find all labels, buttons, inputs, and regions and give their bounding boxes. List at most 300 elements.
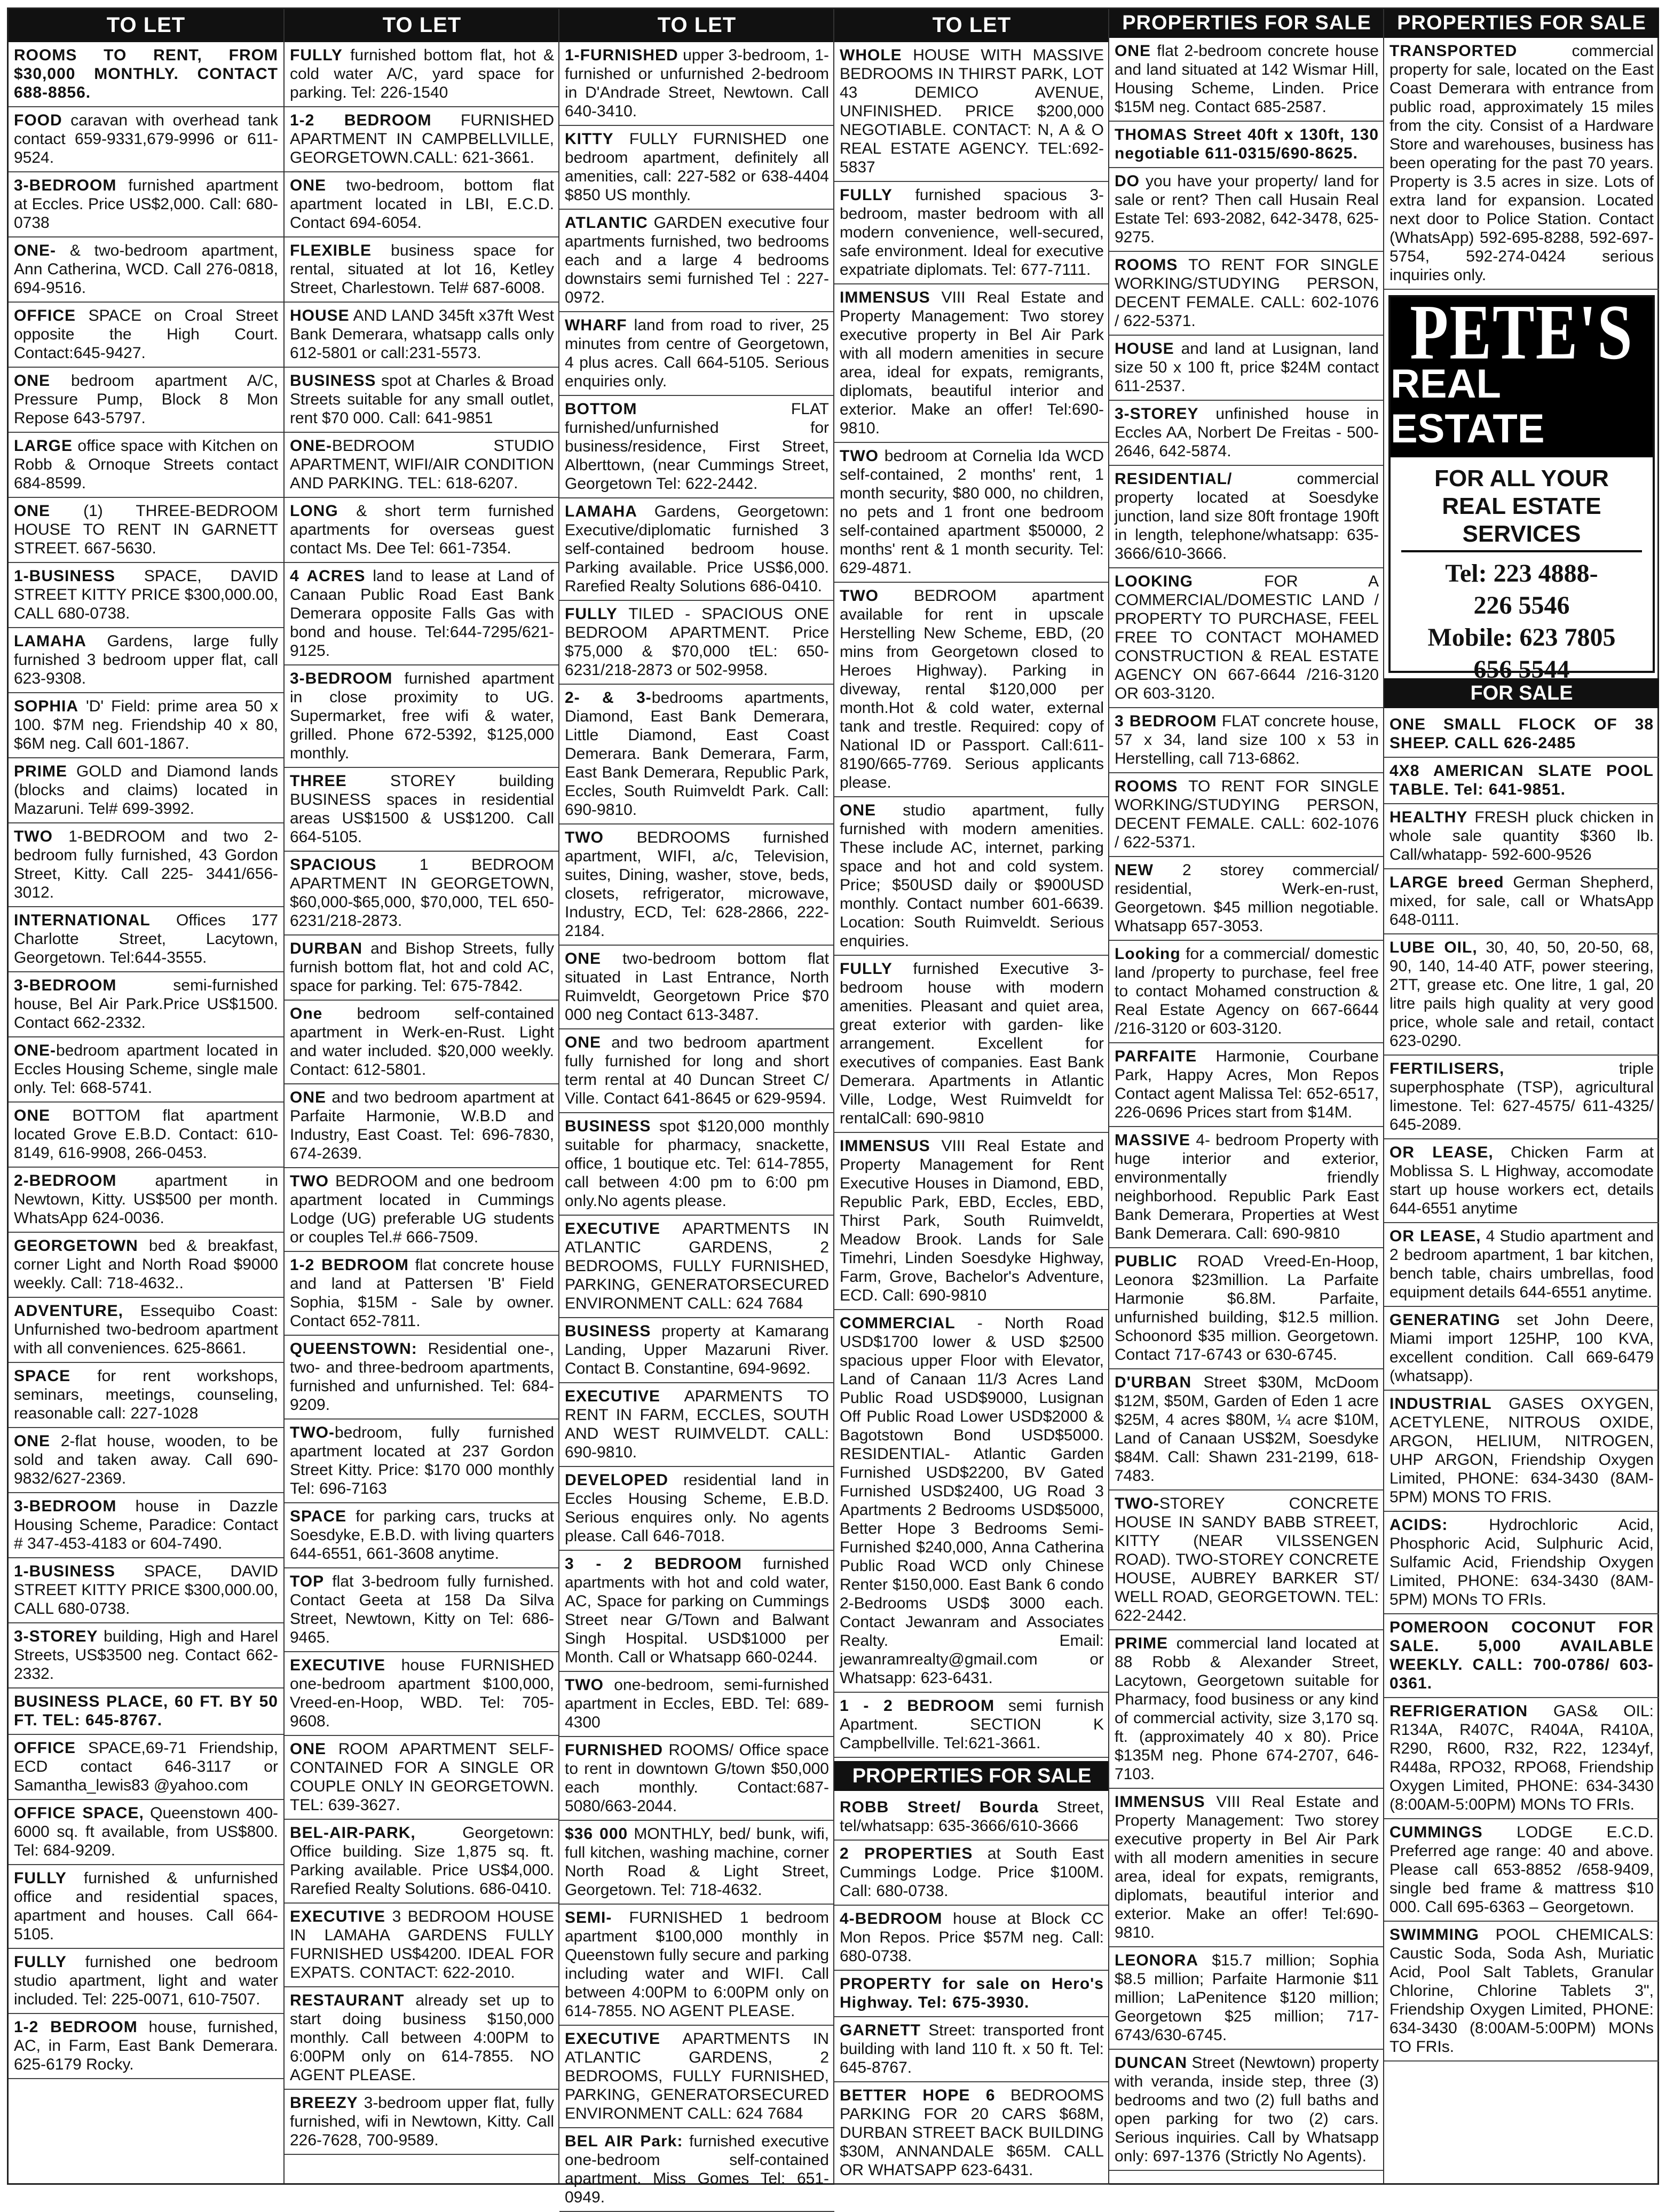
ad-lead: One — [290, 1005, 323, 1022]
ad-text: and two bedroom apartment fully furnished for long and short term rental at 40 Duncan Street C/ Ville. Contact 641-8645 or 629-9594. — [565, 1034, 829, 1107]
ad-text: APARTMENTS IN ATLANTIC GARDENS, 2 BEDROOMS, FULLY FURNISHED, PARKING, GENERATORSECURED ENVIRONMENT CALL: 624 7684 — [565, 2030, 829, 2122]
ad-text: business space for rental, situated at lot 16, Ketley Street, Charlestown. Tel# 687-6008. — [290, 242, 554, 297]
ad-text: set John Deere, Miami import 125HP, 100 KVA, excellent condition. Call 669-6479 (whatsapp). — [1389, 1311, 1654, 1385]
classified-ad — [285, 1568, 559, 1652]
ad-lead: FULLY — [565, 605, 618, 623]
classified-ad — [285, 563, 559, 665]
ad-text: furnished executive one-bedroom self-contained apartment. Miss Gomes Tel: 651-0949. — [565, 2132, 829, 2206]
classified-ad — [1109, 1369, 1384, 1490]
ad-lead: PROPERTY for sale on Hero's Highway. Tel: 675-3930. — [840, 1975, 1104, 2011]
ad-lead: BOTTOM — [565, 400, 637, 418]
ad-text: semi-furnished house, Bel Air Park.Price US$1500. Contact 662-2332. — [14, 977, 278, 1032]
ad-lead: 3-BEDROOM — [14, 977, 117, 994]
ad-text: and land at Lusignan, land size 50 x 100 ft, price $24M contact 611-2537. — [1115, 340, 1379, 395]
ad-text: Gardens, large fully furnished 3 bedroom upper flat, call 623-9308. — [14, 632, 278, 687]
ad-lead: TWO- — [1115, 1495, 1159, 1512]
ad-lead: 1-FURNISHED — [565, 46, 678, 64]
ad-lead: GARNETT — [840, 2021, 921, 2039]
ad-text: bedroom, fully furnished apartment located at 237 Gordon Street Kitty. Price: $170 000 monthly Tel: 696-7163 — [290, 1424, 554, 1497]
ad-lead: OR LEASE, — [1389, 1144, 1494, 1161]
logo-banner — [1391, 288, 1653, 457]
ad-lead: SPACIOUS — [290, 856, 377, 874]
ad-text: already set up to start doing business $150,000 monthly. Call between 4:00PM to 6:00PM only on 614-7855. NO AGENT PLEASE. — [290, 1992, 554, 2084]
ad-text: studio apartment, fully furnished with modern amenities. These include AC, internet, parking space and hot and cold system. Price; $50USD daily or $900USD monthly. Contact number 601-6639. Location: South Ruimveldt. Serious enquiries. — [840, 802, 1104, 950]
section-header: TO LET — [834, 9, 1109, 42]
classified-ad — [285, 1652, 559, 1736]
ad-text: 30, 40, 50, 20-50, 68, 90, 140, 14-40 ATF, power steering, 2TT, grease etc. One litre, 1 gal, 20 litre pails high quality at very good price, whole sale and retail, contact 623-0290. — [1389, 939, 1654, 1050]
ad-lead: LARGE — [14, 437, 73, 455]
ad-lead: SPACE — [290, 1508, 347, 1525]
classified-ad — [285, 107, 559, 172]
classified-ad — [559, 1029, 834, 1113]
ad-list — [834, 42, 1109, 1758]
classified-ad — [9, 563, 283, 628]
classified-ad — [559, 498, 834, 601]
classified-ad — [559, 685, 834, 824]
ad-text: SPACE, DAVID STREET KITTY PRICE $300,000.00, CALL 680-0738. — [14, 1563, 278, 1618]
ad-text: APARTMENTS IN ATLANTIC GARDENS, 2 BEDROOMS, FULLY FURNISHED, PARKING, GENERATORSECURED ENVIRONMENT CALL: 624 7684 — [565, 1220, 829, 1312]
ad-text: SPACE on Croal Street opposite the High Court. Contact:645-9427. — [14, 307, 278, 362]
ad-text: STOREY building BUSINESS spaces in residential areas US$1500 & US$1200. Call 664-5105. — [290, 772, 554, 846]
ad-lead: EXECUTIVE — [290, 1908, 386, 1925]
classified-ad — [1384, 1819, 1659, 1922]
ad-lead: ROOMS — [1115, 256, 1178, 274]
ad-lead: 1-BUSINESS — [14, 567, 116, 585]
classified-ad — [1109, 2050, 1384, 2171]
classified-ad — [559, 946, 834, 1029]
ad-text: two-bedroom, bottom flat apartment located in LBI, E.C.D. Contact 694-6054. — [290, 177, 554, 232]
classified-ad — [559, 824, 834, 946]
ad-lead: ONE — [565, 950, 602, 968]
ad-lead: BREEZY — [290, 2094, 358, 2112]
ad-text: furnished Executive 3-bedroom house with modern amenities. Pleasant and quiet area, great exterior with garden- like arrangement. Excellent for executives of companies. East Bank Demerara. Apartments in Atlantic Ville, Lodge, West Ruimveldt for rentalCall: 690-9810 — [840, 960, 1104, 1127]
ad-text: BEDROOMS furnished apartment, WIFI, a/c, Television, suites, Dining, washer, stove, beds, closets, refrigerator, microwave, Industry, ECD, Tel: 628-2866, 222-2184. — [565, 829, 829, 940]
classified-ad — [9, 972, 283, 1037]
classified-ad — [834, 956, 1109, 1133]
ad-text: AND LAND 345ft x37ft West Bank Demerara, whatsapp calls only 612-5801 or call:231-5573. — [290, 307, 554, 362]
ad-text: TO RENT FOR SINGLE WORKING/STUDYING PERSON, DECENT FEMALE. CALL: 602-1076 / 622-5371. — [1115, 778, 1379, 851]
classified-ad — [1109, 466, 1384, 568]
classified-ad — [834, 1906, 1109, 1971]
classified-page — [7, 7, 1659, 2206]
classified-ad — [559, 1113, 834, 1216]
ad-lead: FURNISHED — [565, 1741, 664, 1759]
ad-lead: LARGE breed — [1389, 874, 1504, 891]
ad-text: building, High and Harel Streets, US$3500 neg. Contact 662-2332. — [14, 1628, 278, 1683]
petes-real-estate-ad — [1388, 288, 1655, 684]
ad-text: two-bedroom bottom flat situated in Last Entrance, North Ruimveldt, Georgetown Price $70 000 neg Contact 613-3487. — [565, 950, 829, 1024]
classified-ad — [1384, 711, 1659, 758]
ad-text: FLAT furnished/unfurnished for business/residence, First Street, Alberttown, (near Cummings Street, Georgetown Tel: 622-2442. — [565, 400, 829, 493]
ad-lead: EXECUTIVE — [565, 2030, 661, 2048]
classified-ad — [9, 907, 283, 972]
ad-lead: TWO — [290, 1172, 329, 1190]
ad-text: flat concrete house and land at Pattersen 'B' Field Sophia, $15M - Sale by owner. Contact 652-7811. — [290, 1256, 554, 1330]
classified-ad — [1109, 336, 1384, 401]
classified-ad — [9, 1949, 283, 2014]
classified-ad — [285, 935, 559, 1001]
ad-text: bedrooms apartments, Diamond, East Bank Demerara, Little Diamond, East Coast Demerara. Bank Demerara, Farm, East Bank Demerara, Republic Park, Eccles, South Ruimveldt Park. Call: 690-9810. — [565, 689, 829, 819]
ad-lead: FULLY — [290, 46, 343, 64]
ad-lead: 2- & 3- — [565, 689, 652, 707]
ad-list — [285, 42, 559, 2155]
ad-lead: ONE — [565, 1034, 602, 1051]
classified-ad — [559, 2128, 834, 2212]
classified-ad — [559, 601, 834, 685]
classified-ad — [285, 42, 559, 107]
ad-lead: FERTILISERS, — [1389, 1060, 1505, 1077]
ad-text: commercial property located at Soesdyke junction, land size 80ft frontage 190ft in length, telephone/whatsapp: 635-3666/610-3666. — [1115, 470, 1379, 562]
classified-ad — [1109, 38, 1384, 122]
ad-text: German Shepherd, mixed, for sale, call or WhatsApp 648-0111. — [1389, 874, 1654, 929]
classified-ad — [285, 368, 559, 433]
ad-lead: TWO — [565, 1676, 604, 1694]
classified-ad — [1109, 1630, 1384, 1789]
classified-ad — [285, 303, 559, 368]
logo-phones — [1391, 552, 1653, 686]
classified-ad — [1109, 1947, 1384, 2050]
ad-lead: DURBAN — [290, 940, 362, 957]
classified-ad — [559, 126, 834, 210]
ad-text: and Bishop Streets, fully furnish bottom flat, hot and cold AC, space for parking. Tel: 675-7842. — [290, 940, 554, 995]
classified-ad — [559, 1551, 834, 1672]
ad-text: TILED - SPACIOUS ONE BEDROOM APARTMENT. Price $75,000 & $70,000 tEL: 650-6231/218-2873 or 502-9958. — [565, 605, 829, 679]
classified-ad — [9, 303, 283, 368]
ad-lead: 4-BEDROOM — [840, 1910, 943, 1928]
classified-ad — [9, 1800, 283, 1865]
ad-lead: FULLY — [14, 1953, 67, 1971]
ad-text: GARDEN executive four apartments furnished, two bedrooms each and a large 4 bedrooms downstairs semi furnished Tel : 227-0972. — [565, 214, 829, 306]
ad-lead: 1-BUSINESS — [14, 1563, 116, 1580]
ad-lead: BUSINESS — [565, 1322, 651, 1340]
ad-text: FRESH pluck chicken in whole sale quantity $360 lb. Call/whatapp- 592-600-9526 — [1389, 808, 1654, 863]
ad-text: caravan with overhead tank contact 659-9331,679-9996 or 611-9524. — [14, 112, 278, 167]
ad-text: Offices 177 Charlotte Street, Lacytown, Georgetown. Tel:644-3555. — [14, 911, 278, 966]
ad-lead: PRIME — [1115, 1635, 1168, 1652]
classified-ad — [285, 1820, 559, 1904]
ad-text: furnished bottom flat, hot & cold water A/C, yard space for parking. Tel: 226-1540 — [290, 46, 554, 101]
ad-text: bedroom apartment A/C, Pressure Pump, Block 8 Mon Repose 643-5797. — [14, 372, 278, 427]
ad-lead: LAMAHA — [565, 503, 637, 520]
classified-ad — [9, 1298, 283, 1363]
ad-lead: MASSIVE — [1115, 1131, 1191, 1149]
ad-lead: OFFICE — [14, 307, 76, 324]
classified-ad — [285, 237, 559, 303]
classified-ad — [834, 284, 1109, 443]
ad-text: $15.7 million; Sophia $8.5 million; Parfaite Harmonie $11 million; LaPenitence $120 million; Georgetown $25 million; 717-6743/630-6745. — [1115, 1952, 1379, 2044]
ad-text: and two bedroom apartment at Parfaite Harmonie, W.B.D and Industry, East Coast. Tel: 696-7830, 674-2639. — [290, 1089, 554, 1162]
ad-lead: ONE- — [290, 437, 332, 455]
ad-lead: 2-BEDROOM — [14, 1172, 117, 1190]
ad-text: BEDROOM and one bedroom apartment located in Cummings Lodge (UG) preferable UG students or couples Tel.# 666-7509. — [290, 1172, 554, 1246]
ad-text: FOR A COMMERCIAL/DOMESTIC LAND / PROPERTY TO PURCHASE, FEEL FREE TO CONTACT MOHAMED CONSTRUCTION & REAL ESTATE AGENCY ON 667-6644 /216-3120 OR 603-3120. — [1115, 573, 1379, 702]
ad-text: 1-BEDROOM and two 2-bedroom fully furnished, 43 Gordon Street, Kitty. Call 225- 3441/656-3012. — [14, 828, 278, 901]
classified-ad — [9, 368, 283, 433]
ad-text: furnished apartment in close proximity to UG. Supermarket, free wifi & water, grilled. Phone 672-5392, $125,000 monthly. — [290, 670, 554, 762]
section-header: TO LET — [9, 9, 283, 42]
ad-text: triple superphosphate (TSP), agricultural limestone. Tel: 627-4575/ 611-4325/ 645-2089. — [1389, 1060, 1654, 1133]
classified-ad — [285, 1736, 559, 1820]
ad-text: HOUSE WITH MASSIVE BEDROOMS IN THIRST PARK, LOT 43 DEMICO AVENUE, UNFINISHED. PRICE $200,000 NEGOTIABLE. CONTACT: N, A & O REAL ESTATE AGENCY. TEL:692-5837 — [840, 46, 1104, 176]
ad-lead: OFFICE — [14, 1739, 76, 1757]
ad-lead: SPACE — [14, 1367, 71, 1385]
ad-lead: RESTAURANT — [290, 1992, 405, 2009]
classified-ad — [559, 42, 834, 126]
classified-ad — [285, 1252, 559, 1336]
ad-lead: DEVELOPED — [565, 1471, 669, 1489]
ad-lead: ONE — [290, 1089, 327, 1106]
ad-text: SPACE, DAVID STREET KITTY PRICE $300,000.00, CALL 680-0738. — [14, 567, 278, 622]
ad-lead: IMMENSUS — [840, 1137, 930, 1155]
ad-text: Chicken Farm at Moblissa S. L Highway, accomodate start up house workers ect, details 644-6551 anytime — [1389, 1144, 1654, 1217]
ad-text: GAS& OIL: R134A, R407C, R404A, R410A, R290, R600, R32, R22, 1234yf, R448a, RPO32, RPO68, Friendship Oxygen Limited, PHONE: 634-3430 (8:00AM-5:00PM) MONs TO FRIs. — [1389, 1702, 1654, 1813]
logo-subtitle: REAL ESTATE — [1391, 361, 1545, 451]
classified-ad — [1109, 1248, 1384, 1369]
ad-lead: ROOMS — [1115, 778, 1178, 795]
ad-text: spot at Charles & Broad Streets suitable for any small outlet, rent $70 000. Call: 641-9851 — [290, 372, 554, 427]
classified-ad — [834, 1794, 1109, 1841]
classified-ad — [1109, 168, 1384, 252]
classified-ad — [9, 237, 283, 303]
classified-ad — [1384, 1307, 1659, 1391]
ad-text: VIII Real Estate and Property Management: Two storey executive property in Bel Air Park with all modern amenities in secure area, ideal for expats, remigrants, diplomats, beautiful interior and exterior. Make an offer! Tel:690-9810. — [1115, 1793, 1379, 1941]
ad-text: LODGE E.C.D. Preferred age range: 40 and above. Please call 653-8852 /658-9409, single bed frame & mattress $10 000. Call 695-6363 – Georgetown. — [1389, 1823, 1654, 1916]
ad-text: 2 storey commercial/ residential, Werk-en-rust, Georgetown. $45 million negotiable. Whatsapp 657-3053. — [1115, 861, 1379, 935]
ad-lead: INTERNATIONAL — [14, 911, 151, 929]
column-to-let-1 — [9, 9, 283, 2183]
ad-text: & short term furnished apartments for overseas guest contact Ms. Dee Tel: 661-7354. — [290, 502, 554, 557]
ad-text: flat 2-bedroom concrete house and land situated at 142 Wismar Hill, Housing Scheme, Linden. Price $15M neg. Contact 685-2587. — [1115, 42, 1379, 116]
ad-text: unfinished house in Eccles AA, Norbert De Freitas - 500-2646, 642-5874. — [1115, 405, 1379, 460]
ad-text: TO RENT FOR SINGLE WORKING/STUDYING PERSON, DECENT FEMALE. CALL: 602-1076 / 622-5371. — [1115, 256, 1379, 330]
ad-lead: TWO- — [290, 1424, 335, 1441]
ad-lead: KITTY — [565, 130, 614, 148]
ad-lead: COMMERCIAL — [840, 1314, 956, 1332]
ad-lead: 3-BEDROOM — [14, 177, 117, 194]
ad-lead: $36 000 — [565, 1825, 628, 1843]
ad-text: 1 BEDROOM APARTMENT IN GEORGETOWN, $60,000-$65,000, $70,000, TEL 650-6231/218-2873. — [290, 856, 554, 930]
ad-text: GASES OXYGEN, ACETYLENE, NITROUS OXIDE, ARGON, HELIUM, NITROGEN, UHP ARGON, Friendship Oxygen Limited, PHONE: 634-3430 (8AM-5PM) MONS TO FRIS. — [1389, 1395, 1654, 1506]
ad-lead: ONE- — [14, 242, 56, 259]
ad-lead: 3 - 2 BEDROOM — [565, 1555, 742, 1573]
column-properties-and-for-sale — [1383, 9, 1659, 2183]
column-to-let-4 — [833, 9, 1109, 2183]
ad-text: house FURNISHED one-bedroom apartment $100,000, Vreed-en-Hoop, WBD. Tel: 705-9608. — [290, 1656, 554, 1730]
ad-lead: 3-STOREY — [1115, 405, 1199, 423]
ad-text: 4- bedroom Property with huge interior and exterior, environmentally friendly neighborhood. Republic Park East Bank Demerara, Properties at West Bank Demerara. Call: 690-9810 — [1115, 1131, 1379, 1242]
ad-text: residential land in Eccles Housing Scheme, E.B.D. Serious enquires only. No agents please. Call 646-7018. — [565, 1471, 829, 1545]
ad-text: bed & breakfast, corner Light and North Road $9000 weekly. Call: 718-4632.. — [14, 1237, 278, 1292]
ad-text: SPACE,69-71 Friendship, ECD contact 646-3117 or Samantha_lewis83 @yahoo.com — [14, 1739, 278, 1794]
ad-text: one-bedroom, semi-furnished apartment in Eccles, EBD. Tel: 689-4300 — [565, 1676, 829, 1731]
classified-ad — [559, 1737, 834, 1821]
classified-ad — [285, 1904, 559, 1987]
ad-lead: BEL AIR Park: — [565, 2132, 683, 2150]
ad-text: 3 BEDROOM HOUSE IN LAMAHA GARDENS FULLY FURNISHED US$4200. IDEAL FOR EXPATS. CONTACT: 622-2010. — [290, 1908, 554, 1981]
ad-text: apartment in Newtown, Kitty. US$500 per month. WhatsApp 624-0036. — [14, 1172, 278, 1227]
ad-text: Essequibo Coast: Unfurnished two-bedroom apartment with all conveniences. 625-8661. — [14, 1302, 278, 1357]
classified-ad — [1109, 1490, 1384, 1630]
section-header: PROPERTIES FOR SALE — [1384, 9, 1659, 38]
ad-lead: EXECUTIVE — [290, 1656, 386, 1674]
ad-lead: ONE — [14, 372, 51, 390]
ad-text: land from road to river, 25 minutes from centre of Georgetown, 4 plus acres. Call 664-5105. Serious enquiries only. — [565, 316, 829, 390]
classified-ad — [1384, 1698, 1659, 1819]
ad-text: (1) THREE-BEDROOM HOUSE TO RENT IN GARNETT STREET. 667-5630. — [14, 502, 278, 557]
classified-ad — [285, 1084, 559, 1168]
classified-ad — [834, 797, 1109, 956]
classified-ad — [9, 1735, 283, 1800]
ad-text: bedroom self-contained apartment in Werk-en-Rust. Light and water included. $20,000 weekly. Contact: 612-5801. — [290, 1005, 554, 1079]
classified-ad — [1384, 869, 1659, 934]
ad-text: Street $30M, McDoom $12M, $50M, Garden of Eden 1 acre $25M, 4 acres $80M, ¼ acre $10M, Land of Canaan US$2M, Soesdyke $84M. Call: Shawn 231-2199, 618-7483. — [1115, 1374, 1379, 1485]
classified-ad — [285, 852, 559, 935]
ad-lead: 4X8 AMERICAN SLATE POOL TABLE. Tel: 641-9851. — [1389, 762, 1654, 798]
classified-ad — [9, 433, 283, 498]
ad-lead: Looking — [1115, 945, 1181, 963]
ad-lead: BUSINESS — [290, 372, 376, 390]
classified-ad — [559, 2026, 834, 2128]
ad-lead: ONE — [14, 1107, 51, 1124]
column-to-let-3 — [558, 9, 834, 2206]
ad-lead: 4 ACRES — [290, 567, 366, 585]
ad-lead: PARFAITE — [1115, 1048, 1197, 1065]
section-header: PROPERTIES FOR SALE — [1109, 9, 1384, 38]
classified-ad — [1384, 1139, 1659, 1223]
classified-ad — [285, 665, 559, 768]
ad-lead: DO — [1115, 172, 1140, 190]
ad-text: Georgetown: Office building. Size 1,875 sq. ft. Parking available. Price US$4,000. Rarefied Realty Solutions. 686-0410. — [290, 1824, 554, 1898]
ad-list — [1384, 711, 1659, 2062]
ad-lead: 3 BEDROOM — [1115, 712, 1217, 730]
classified-ad — [1109, 941, 1384, 1043]
classified-ad — [9, 107, 283, 172]
ad-text: furnished apartments with hot and cold water, AC, Space for parking on Cummings Street near G/Town and Balwant Singh Hospital. USD$1000 per Month. Call or Whatsapp 660-0244. — [565, 1555, 830, 1666]
ad-text: STOREY CONCRETE HOUSE IN SANDY BABB STREET, KITTY (NEAR VILSSENGEN ROAD). TWO-STOREY CONCRETE HOUSE, AUBREY BARKER ST/ WELL ROAD, GEORGETOWN. TEL: 622-2442. — [1115, 1495, 1379, 1624]
ad-lead: IMMENSUS — [840, 289, 930, 306]
classified-ad — [834, 1841, 1109, 1906]
ad-text: VIII Real Estate and Property Management for Rent Executive Houses in Diamond, EBD, Republic Park, EBD, Eccles, EBD, Thirst Park, South Ruimveldt, Meadow Brook. Lands for Sale Timehri, Linden Soesdyke Highway, Farm, Grove, Bachelor's Adventure, ECD. Call: 690-9810 — [840, 1137, 1104, 1304]
classified-ad — [1384, 38, 1659, 290]
classified-ad — [9, 1363, 283, 1428]
ad-lead: 3-BEDROOM — [14, 1497, 117, 1515]
classified-ad — [9, 1623, 283, 1688]
classified-ad — [1109, 252, 1384, 336]
ad-text: commercial property for sale, located on the East Coast Demerara with entrance from public road, approximately 15 miles from the city. Consist of a Hardware Store and warehouses, business has been operating for the past 70 years. Property is 3.5 acres in size. Lots of extra land for expansion. Located next door to Police Station. Contact (WhatsApp) 592-695-8288, 592-697-5754, 592-274-0424 serious inquiries only. — [1389, 42, 1654, 284]
classified-ad — [9, 1428, 283, 1493]
logo-tagline: FOR ALL YOUR REAL ESTATE SERVICES — [1401, 457, 1642, 552]
ad-lead: HEALTHY — [1389, 808, 1468, 826]
ad-lead: 1-2 BEDROOM — [290, 1256, 409, 1274]
ad-lead: 3-STOREY — [14, 1628, 98, 1645]
classified-ad — [9, 823, 283, 907]
ad-text: 'D' Field: prime area 50 x 100. $7M neg. Friendship 40 x 80, $6M neg. Call 601-1867. — [14, 697, 278, 752]
ad-lead: GEORGETOWN — [14, 1237, 138, 1255]
ad-text: ROAD Vreed-En-Hoop, Leonora $23million. La Parfaite Harmonie $6.8M. Parfaite, unfurnished building, $12.5 million. Schoonord $35 million. Georgetown. Contact 717-6743 or 630-6745. — [1115, 1252, 1379, 1363]
ad-lead: ROOMS TO RENT, FROM $30,000 MONTHLY. CONTACT 688-8856. — [14, 46, 278, 101]
ad-text: Street, tel/whatsapp: 635-3666/610-3666 — [840, 1798, 1104, 1835]
classified-ad — [559, 312, 834, 396]
ad-text: furnished apartment at Eccles. Price US$2,000. Call: 680-0738 — [14, 177, 278, 232]
ad-list — [1109, 38, 1384, 2171]
ad-text: FLAT concrete house, 57 x 34, land size 100 x 53 in Herstelling, call 713-6862. — [1115, 712, 1379, 767]
ad-text: house at Block CC Mon Repos. Price $57M neg. Call: 680-0738. — [840, 1910, 1104, 1965]
ad-lead: QUEENSTOWN: — [290, 1340, 417, 1358]
ad-text: property at Kamarang Landing, Upper Mazaruni River. Contact B. Constantine, 694-9692. — [565, 1322, 829, 1377]
ad-text: Gardens, Georgetown: Executive/diplomatic furnished 3 self-contained bedroom house. Parking available. Price US$6,000. Rarefied Realty Solutions 686-0410. — [565, 503, 829, 595]
classified-ad — [1109, 773, 1384, 857]
ad-lead: OFFICE SPACE, — [14, 1804, 144, 1822]
ad-text: for parking cars, trucks at Soesdyke, E.B.D. with living quarters 644-6551, 661-3608 anytime. — [290, 1508, 554, 1563]
classified-ad — [285, 1336, 559, 1420]
ad-text: house in Dazzle Housing Scheme, Paradice: Contact # 347-453-4183 or 604-7490. — [14, 1497, 278, 1552]
classified-ad — [9, 1688, 283, 1735]
classified-ad — [1109, 708, 1384, 773]
ad-text: spot $120,000 monthly suitable for pharmacy, snackette, office, 1 boutique etc. Tel: 614-7855, call between 4:00 pm to 6:00 pm only.No agents please. — [565, 1117, 829, 1210]
ad-text: APARMENTS TO RENT IN FARM, ECCLES, SOUTH AND WEST RUIMVELDT. CALL: 690-9810. — [565, 1388, 829, 1461]
ad-lead: FULLY — [14, 1869, 67, 1887]
ad-lead: TWO — [840, 587, 879, 605]
ad-lead: BETTER HOPE 6 — [840, 2087, 996, 2104]
ad-lead: ONE — [14, 1432, 51, 1450]
classified-ad — [559, 1318, 834, 1383]
ad-lead: BUSINESS PLACE, 60 FT. BY 50 FT. TEL: 645-8767. — [14, 1693, 278, 1729]
ad-lead: WHOLE — [840, 46, 902, 64]
ad-lead: LAMAHA — [14, 632, 86, 650]
ad-lead: OR LEASE, — [1389, 1227, 1481, 1245]
ad-lead: LOOKING — [1115, 573, 1193, 590]
classified-ad — [1109, 1127, 1384, 1248]
classified-ad — [1384, 1922, 1659, 2062]
classified-ad — [559, 1672, 834, 1737]
classified-ad — [1109, 568, 1384, 708]
ad-text: furnished spacious 3-bedroom, master bedroom with all modern convenience, well-secured, safe environment. Ideal for executive expatriate diplomats. Tel: 677-7111. — [840, 186, 1104, 279]
classified-ad — [834, 1310, 1109, 1693]
ad-lead: HOUSE — [290, 307, 350, 324]
ad-lead: 1-2 BEDROOM — [14, 2018, 138, 2036]
classified-ad — [834, 1693, 1109, 1758]
ad-lead: 3-BEDROOM — [290, 670, 393, 687]
classified-ad — [285, 433, 559, 498]
ad-lead: ONE- — [14, 1042, 56, 1059]
classified-ad — [9, 1493, 283, 1558]
ad-lead: TRANSPORTED — [1389, 42, 1518, 60]
classified-ad — [285, 1987, 559, 2090]
ad-lead: DUNCAN — [1115, 2054, 1187, 2072]
ad-lead: TWO — [14, 828, 53, 845]
ad-lead: 1 - 2 BEDROOM — [840, 1697, 995, 1715]
classified-ad — [1384, 1512, 1659, 1614]
ad-lead: ONE — [290, 177, 327, 194]
ad-lead: ATLANTIC — [565, 214, 648, 232]
ad-lead: PRIME — [14, 763, 68, 780]
ad-lead: PUBLIC — [1115, 1252, 1178, 1270]
section-header: TO LET — [285, 9, 559, 42]
ad-text: MONTHLY, bed/ bunk, wifi, full kitchen, washing machine, corner North Road & Light Street, Georgetown. Tel: 718-4632. — [565, 1825, 829, 1899]
ad-lead: REFRIGERATION — [1389, 1702, 1528, 1720]
ad-text: Harmonie, Courbane Park, Happy Acres, Mon Repos Contact agent Malissa Tel: 652-6517, 226-0696 Prices start from $14M. — [1115, 1048, 1379, 1121]
ad-list — [834, 1794, 1109, 2185]
ad-lead: D'URBAN — [1115, 1374, 1192, 1391]
classified-ad — [285, 1001, 559, 1084]
ad-lead: POMEROON COCONUT FOR SALE. 5,000 AVAILABLE WEEKLY. CALL: 700-0786/ 603-0361. — [1389, 1619, 1654, 1692]
classified-ad — [559, 210, 834, 312]
ad-text: Street: transported front building with land 110 ft. x 50 ft. Tel: 645-8767. — [840, 2021, 1104, 2076]
ad-lead: 1-2 BEDROOM — [290, 112, 432, 129]
classified-ad — [9, 1168, 283, 1233]
ad-text: 3-bedroom upper flat, fully furnished, wifi in Newtown, Kitty. Call 226-7628, 700-9589. — [290, 2094, 554, 2149]
classified-ad — [1109, 401, 1384, 466]
